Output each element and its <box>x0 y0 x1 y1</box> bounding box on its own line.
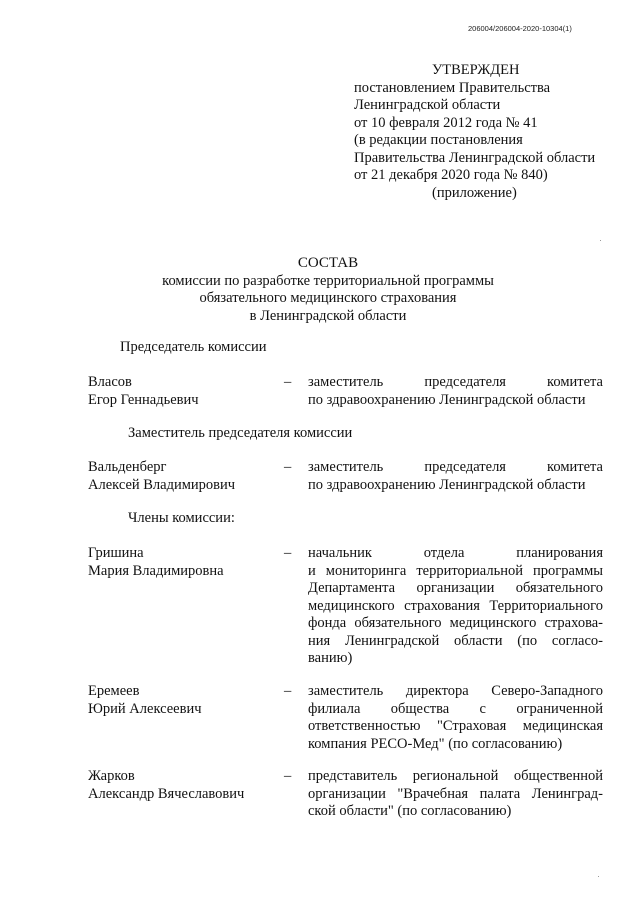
scan-speck <box>598 876 599 877</box>
section-chairman: Председатель комиссии <box>120 339 267 355</box>
member-position <box>308 374 603 409</box>
position-line: филиала общества с ограниченной <box>308 700 603 717</box>
dash-separator: – <box>284 459 292 475</box>
position-line: по здравоохранению Ленинградской области <box>308 476 586 493</box>
approval-line: Ленинградской области <box>354 97 501 113</box>
dash-separator: – <box>284 683 292 699</box>
approval-line: Правительства Ленинградской области <box>354 149 596 166</box>
position-line: фонда обязательного медицинского страхова- <box>308 615 603 631</box>
document-heading <box>80 255 576 325</box>
member-position <box>308 459 603 494</box>
dash-separator: – <box>284 545 292 561</box>
dash-separator: – <box>284 374 292 390</box>
section-members: Члены комиссии: <box>128 510 235 526</box>
member-surname: Жарков <box>88 768 135 784</box>
member-position <box>308 545 603 668</box>
approval-line: УТВЕРЖДЕН <box>432 62 520 78</box>
subtitle-line: комиссии по разработке территориальной программы <box>162 272 494 289</box>
member-surname: Вальденберг <box>88 459 167 475</box>
member-given-name: Алексей Владимирович <box>88 476 236 493</box>
member-name <box>88 768 244 803</box>
document-title: СОСТАВ <box>297 255 359 271</box>
member-name <box>88 545 224 580</box>
member-position <box>308 768 603 821</box>
member-given-name: Мария Владимировна <box>88 562 224 579</box>
approval-line: (приложение) <box>432 184 517 201</box>
member-given-name: Егор Геннадьевич <box>88 391 199 408</box>
member-given-name: Александр Вячеславович <box>88 785 245 802</box>
position-line: начальник отдела планирования <box>308 545 603 561</box>
position-line: ванию) <box>308 650 353 666</box>
position-line: ния Ленинградской области (по согласо- <box>308 632 603 649</box>
approval-line: от 21 декабря 2020 года № 840) <box>354 167 548 183</box>
approval-stamp <box>352 62 614 202</box>
subtitle-line: в Ленинградской области <box>249 307 407 324</box>
position-line: представитель региональной общественной <box>308 768 603 784</box>
position-line: организации "Врачебная палата Ленинград- <box>308 785 603 802</box>
position-line: Департамента организации обязательного <box>308 580 603 596</box>
member-given-name: Юрий Алексеевич <box>88 700 202 717</box>
member-name <box>88 683 202 718</box>
member-name <box>88 459 235 494</box>
member-name <box>88 374 199 409</box>
approval-line: постановлением Правительства <box>354 79 551 96</box>
position-line: медицинского страхования Территориального <box>308 597 603 614</box>
subtitle-line: обязательного медицинского страхования <box>199 290 457 306</box>
position-line: и мониторинга территориальной программы <box>308 562 603 579</box>
position-line: по здравоохранению Ленинградской области <box>308 391 586 408</box>
position-line: ской области" (по согласованию) <box>308 803 512 819</box>
approval-line: от 10 февраля 2012 года № 41 <box>354 114 538 131</box>
member-position <box>308 683 603 753</box>
position-line: заместитель председателя комитета <box>308 374 603 390</box>
approval-line: (в редакции постановления <box>354 132 523 148</box>
member-surname: Власов <box>88 374 132 390</box>
scan-speck <box>600 240 601 241</box>
position-line: заместитель председателя комитета <box>308 459 603 475</box>
document-id: 206004/206004-2020-10304(1) <box>468 24 572 33</box>
position-line: ответственностью "Страховая медицинская <box>308 718 603 734</box>
position-line: заместитель директора Северо-Западного <box>308 683 603 699</box>
member-surname: Еремеев <box>88 683 140 699</box>
dash-separator: – <box>284 768 292 784</box>
position-line: компания РЕСО-Мед" (по согласованию) <box>308 735 563 752</box>
member-surname: Гришина <box>88 545 144 561</box>
section-deputy: Заместитель председателя комиссии <box>128 425 353 441</box>
